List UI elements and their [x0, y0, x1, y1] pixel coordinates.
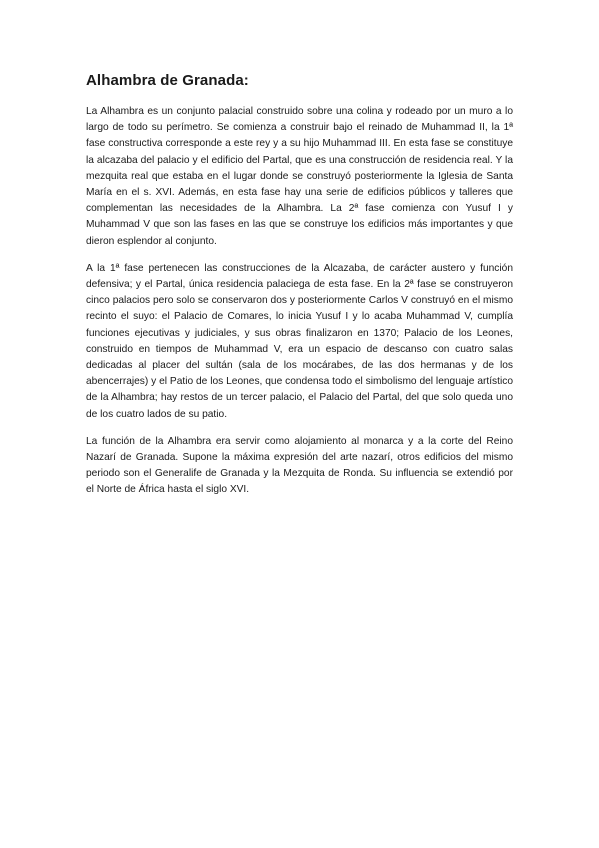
paragraph-3: La función de la Alhambra era servir como alojamiento al monarca y a la corte del Reino Nazarí de Granada. Supone la máxima expresión del arte nazarí, otros edificios del mismo periodo son el Generalife de Granada y la Mezquita de Ronda. Su influencia se extendió por el Norte de África hasta el siglo XVI. — [86, 435, 513, 496]
document-title: Alhambra de Granada: — [86, 72, 249, 89]
paragraph-2: A la 1ª fase pertenecen las construcciones de la Alcazaba, de carácter austero y función defensiva; y el Partal, única residencia palaciega de esta fase. En la 2ª fase se construyeron cinco palacios pero solo se conservaron dos y posteriormente Carlos V construyó en el mismo recinto el suyo: el Palacio de Comares, lo inicia Yusuf I y lo acaba Muhammad V, cumplía funciones ejecutivas y judiciales, y sus obras finalizaron en 1370; Palacio de los Leones, construido en tiempos de Muhammad V, era un espacio de descanso con cuatro salas dedicadas al placer del sultán (sala de los mocárabes, de las dos hermanas y de los abencerrajes) y el Patio de los Leones, que condensa todo el simbolismo del lenguaje artístico de la Alhambra; hay restos de un tercer palacio, el Palacio del Partal, del que solo queda uno de los cuatro lados de su patio. — [86, 262, 513, 420]
paragraph-1: La Alhambra es un conjunto palacial construido sobre una colina y rodeado por un muro a lo largo de todo su perímetro. Se comienza a construir bajo el reinado de Muhammad II, la 1ª fase constructiva corresponde a este rey y a su hijo Muhammad III. En esta fase se constituye la alcazaba del palacio y el edificio del Partal, que es una construcción de residencia real. Y la mezquita real que estaba en el lugar donde se construyó posteriormente la Iglesia de Santa María en el s. XVI. Además, en esta fase hay una serie de edificios públicos y talleres que complementan las necesidades de la Alhambra. La 2ª fase comienza con Yusuf I y Muhammad V que son las fases en las que se construye los edificios más importantes y que dieron esplendor al conjunto. — [86, 106, 513, 247]
